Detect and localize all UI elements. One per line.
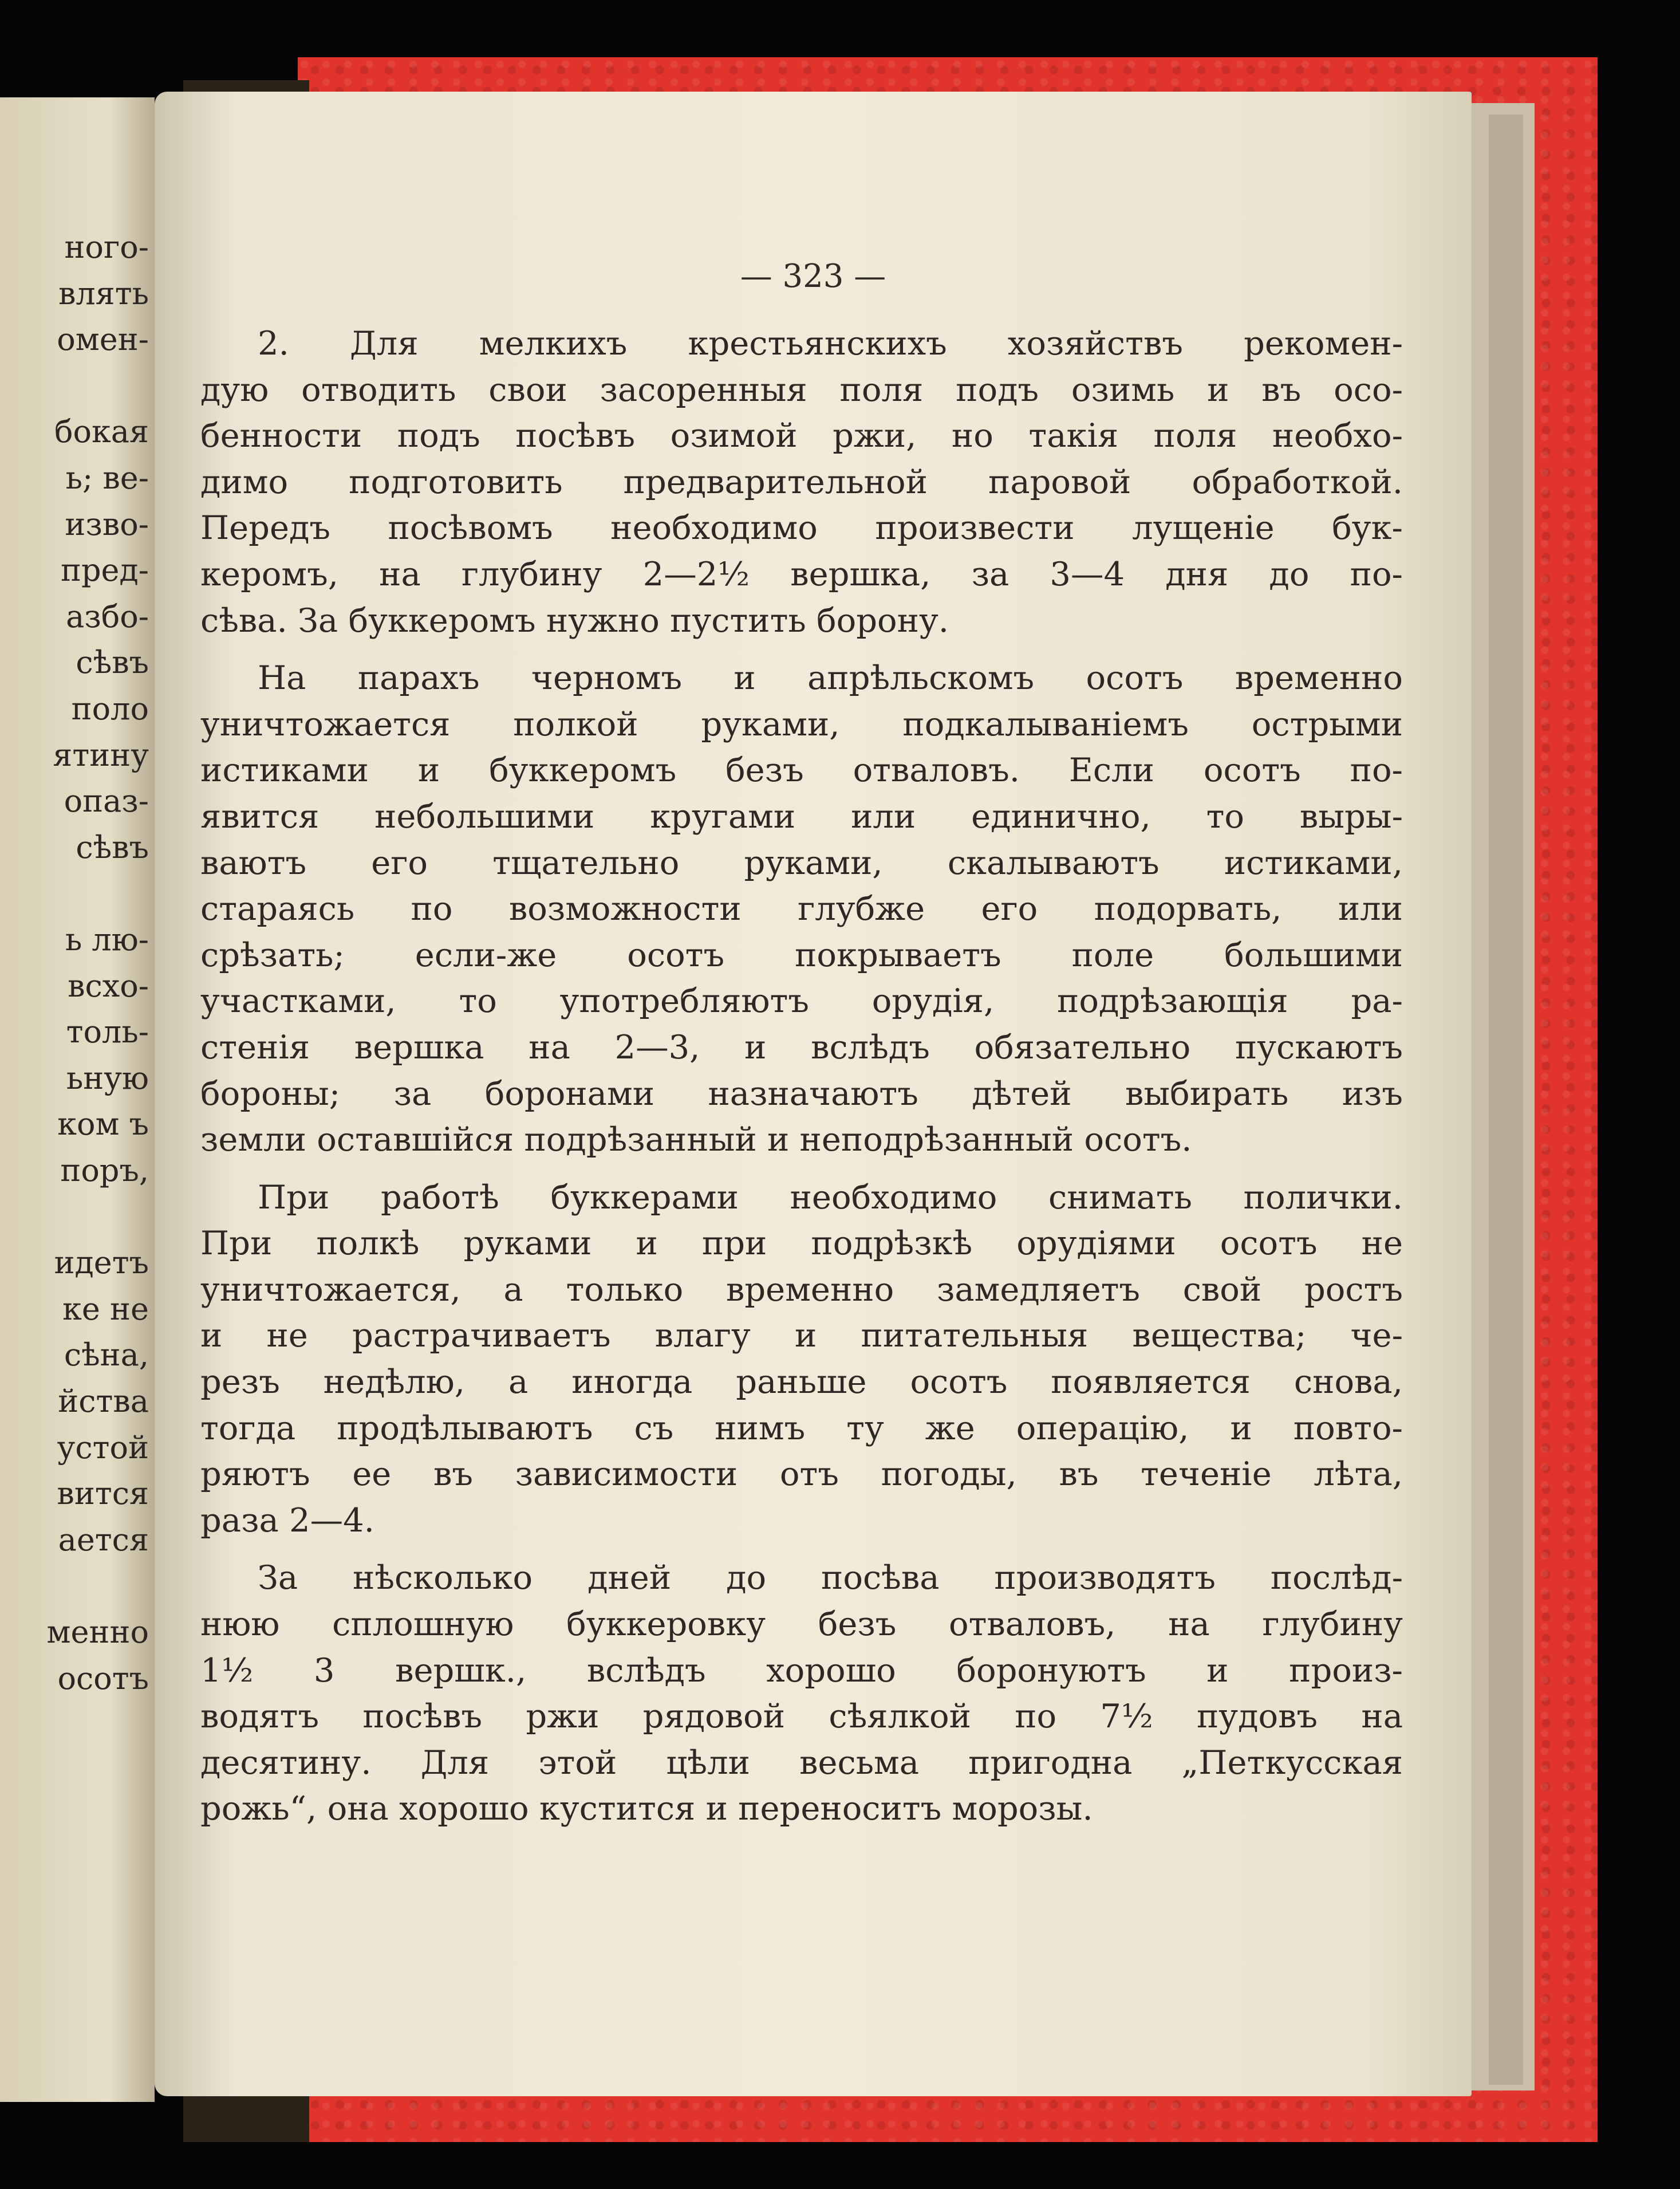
page-stack-edge-inner (1489, 115, 1523, 2085)
previous-page-line: ного- (64, 229, 149, 265)
previous-page-line: толь- (66, 1014, 149, 1050)
previous-page-line: сѣна, (64, 1337, 149, 1373)
text-line: раза 2—4. (200, 1501, 374, 1540)
previous-page-line: ь; ве- (65, 460, 149, 496)
text-line: стенія вершка на 2—3, и вслѣдъ обязательно пускаютъ (200, 1027, 1403, 1066)
text-line: ряютъ ее въ зависимости отъ погоды, въ теченіе лѣта, (200, 1455, 1403, 1494)
text-line: 1½ 3 вершк., вслѣдъ хорошо боронуютъ и произ- (200, 1651, 1403, 1690)
previous-page-line: бокая (54, 414, 149, 450)
text-line: нюю сплошную буккеровку безъ отваловъ, на глубину (200, 1605, 1403, 1644)
previous-page-line: сѣвъ (76, 644, 149, 681)
text-line: дую отводить свои засоренныя поля подъ озимь и въ осо- (200, 370, 1403, 409)
text-line: Передъ посѣвомъ необходимо произвести лущеніе бук- (200, 509, 1403, 548)
paragraph (200, 1175, 1403, 1544)
previous-page-line: сѣвъ (76, 829, 149, 865)
previous-page-line: вится (57, 1475, 149, 1512)
previous-page-line: омен- (57, 321, 149, 358)
previous-page-line: осотъ (57, 1660, 149, 1696)
previous-page-line: ьную (66, 1060, 149, 1096)
previous-page-line: идетъ (54, 1245, 149, 1281)
text-line: На парахъ черномъ и апрѣльскомъ осотъ временно (258, 659, 1403, 698)
text-line: явится небольшими кругами или единично, то выры- (200, 797, 1403, 836)
text-line: рожь“, она хорошо кустится и переноситъ морозы. (200, 1789, 1093, 1828)
text-line: керомъ, на глубину 2—2½ вершка, за 3—4 дня до по- (200, 554, 1403, 593)
previous-page-line: менно (46, 1614, 149, 1650)
paragraph (200, 655, 1403, 1163)
text-line: бенности подъ посѣвъ озимой ржи, но такія поля необхо- (200, 416, 1403, 455)
previous-page (0, 97, 155, 2102)
text-line: участками, то употребляютъ орудія, подрѣзающія ра- (200, 982, 1403, 1021)
previous-page-line: ке не (62, 1290, 149, 1327)
book-page (155, 92, 1472, 2096)
previous-page-line: азбо- (66, 598, 149, 635)
previous-page-line: ь лю- (65, 922, 149, 958)
text-line: стараясь по возможности глубже его подорвать, или (200, 889, 1403, 928)
text-line: сѣва. За буккеромъ нужно пустить борону. (200, 601, 949, 640)
text-line: бороны; за боронами назначаютъ дѣтей выбирать изъ (200, 1074, 1403, 1113)
text-line: уничтожается, а только временно замедляетъ свой ростъ (200, 1270, 1403, 1309)
previous-page-line: ается (58, 1521, 149, 1558)
text-line: десятину. Для этой цѣли весьма пригодна „Петкусская (200, 1743, 1403, 1782)
text-line: резъ недѣлю, а иногда раньше осотъ появляется снова, (200, 1363, 1403, 1401)
text-line: тогда продѣлываютъ съ нимъ ту же операцію, и повто- (200, 1408, 1403, 1447)
previous-page-line: йства (58, 1383, 149, 1419)
text-line: истиками и буккеромъ безъ отваловъ. Если осотъ по- (200, 751, 1403, 790)
previous-page-line: влять (58, 275, 149, 312)
text-line: За нѣсколько дней до посѣва производятъ послѣд- (258, 1558, 1403, 1597)
text-line: уничтожается полкой руками, подкалываніемъ острыми (200, 704, 1403, 743)
text-line: водятъ посѣвъ ржи рядовой сѣялкой по 7½ пудовъ на (200, 1697, 1403, 1736)
page-body-text (200, 321, 1403, 1844)
text-line: земли оставшійся подрѣзанный и неподрѣзанный осотъ. (200, 1120, 1192, 1159)
text-line: срѣзать; если-же осотъ покрываетъ поле большими (200, 935, 1403, 974)
text-line: и не растрачиваетъ влагу и питательныя вещества; че- (200, 1316, 1403, 1355)
text-line: 2. Для мелкихъ крестьянскихъ хозяйствъ рекомен- (258, 324, 1403, 363)
paragraph (200, 321, 1403, 644)
page-number: — 323 — (740, 258, 886, 295)
text-line: При полкѣ руками и при подрѣзкѣ орудіями осотъ не (200, 1224, 1403, 1263)
text-line: При работѣ буккерами необходимо снимать полички. (258, 1178, 1403, 1216)
text-line: ваютъ его тщательно руками, скалываютъ истиками, (200, 843, 1403, 882)
text-line: димо подготовить предварительной паровой обработкой. (200, 462, 1403, 501)
previous-page-line: устой (57, 1429, 149, 1466)
previous-page-line: изво- (65, 506, 149, 542)
previous-page-line: поло (71, 691, 149, 727)
previous-page-line: ком ъ (57, 1106, 149, 1143)
previous-page-line: пред- (60, 552, 149, 589)
paragraph (200, 1555, 1403, 1832)
previous-page-line: всхо- (68, 967, 149, 1004)
previous-page-line: ятину (53, 737, 149, 773)
previous-page-line: опаз- (64, 783, 149, 820)
previous-page-line: поръ, (60, 1152, 149, 1188)
